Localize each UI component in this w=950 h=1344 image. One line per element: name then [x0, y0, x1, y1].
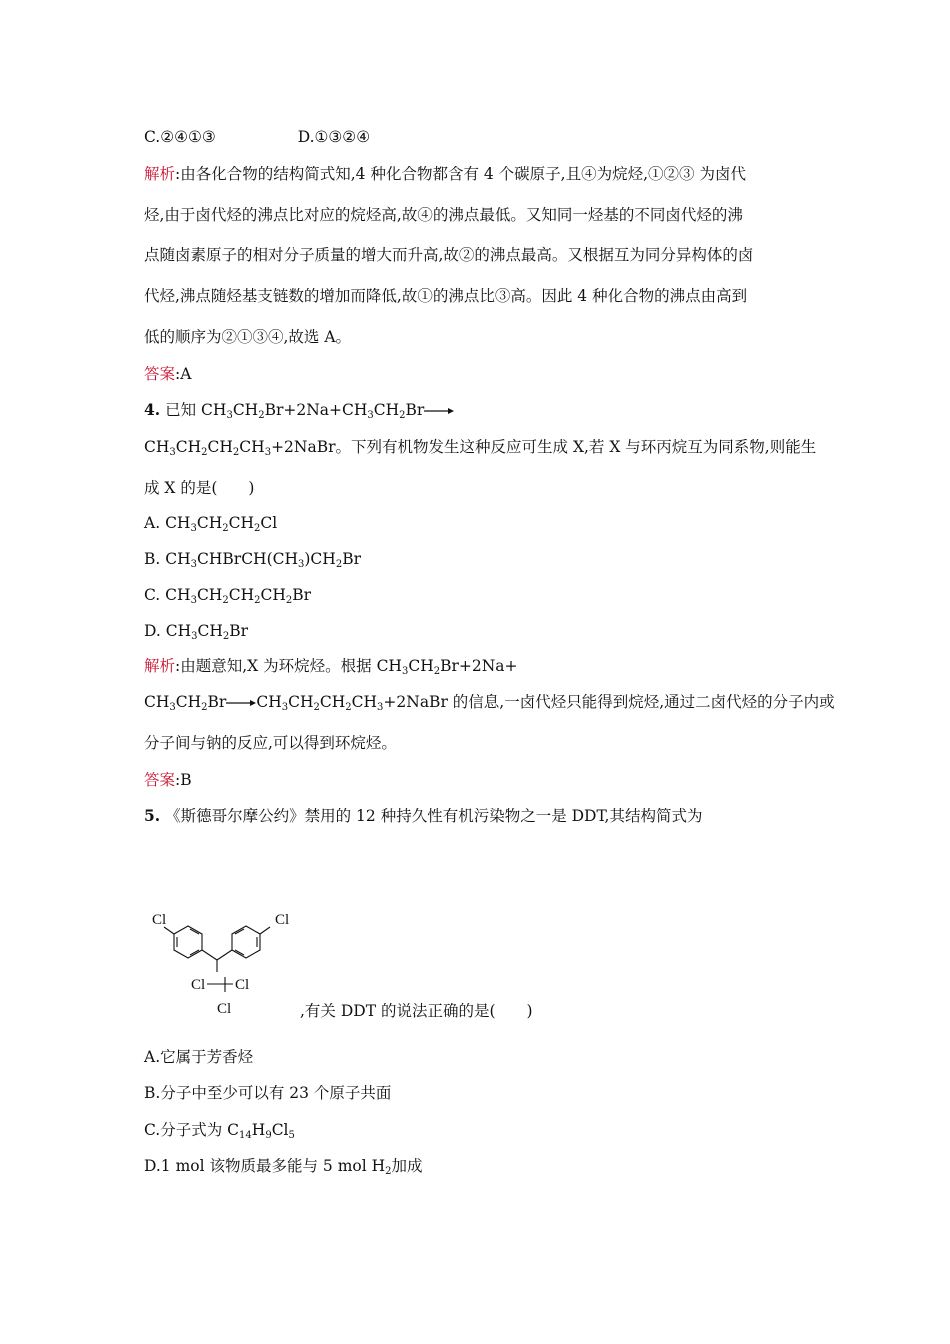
q5-stem: [144, 806, 702, 826]
q4-stem-line3: 成 X 的是( ): [144, 479, 255, 497]
q3-option-c: C.②④①③: [144, 128, 216, 146]
q5-stem-tail: ,有关 DDT 的说法正确的是( ): [300, 1002, 533, 1020]
q4-analysis-line3: 分子间与钠的反应,可以得到环烷烃。: [144, 734, 397, 752]
question-number: 5.: [144, 806, 161, 825]
option-text: 加成: [391, 1157, 423, 1175]
stem-text: 已知: [160, 401, 202, 419]
q4-option-a: A. $CH_3CH_2CH_2Cl$: [144, 514, 278, 534]
analysis-text: :由题意知,X 为环烷烃。根据: [175, 657, 377, 675]
answer-value: :B: [175, 771, 192, 789]
reaction-arrow-icon: [226, 698, 256, 708]
chlorine-label: Cl: [217, 1001, 232, 1017]
q3-analysis-line1: [144, 164, 746, 184]
answer-label: 答案: [144, 771, 176, 789]
q4-option-b: B. $CH_3CHBrCH(CH_3)CH_2Br$: [144, 550, 361, 570]
reaction-arrow-icon: [424, 406, 454, 416]
q3-analysis-line3: 点随卤素原子的相对分子质量的增大而升高,故②的沸点最高。又根据互为同分异构体的卤: [144, 246, 754, 264]
chlorine-label: Cl: [191, 977, 206, 993]
chlorine-label: Cl: [152, 912, 167, 928]
analysis-text: :由各化合物的结构简式知,4 种化合物都含有 4 个碳原子,且④为烷烃,①②③ 为卤代: [175, 165, 746, 183]
option-letter: C.: [144, 586, 166, 604]
q4-analysis-line1: 解析:由题意知,X 为环烷烃。根据 $CH_3CH_2Br+2Na+$: [144, 657, 518, 677]
q5-option-a: A.它属于芳香烃: [144, 1048, 254, 1066]
ddt-structure-diagram: [144, 900, 304, 1020]
chlorine-label: Cl: [235, 977, 250, 993]
option-letter: D.: [144, 622, 166, 640]
q4-answer: [144, 770, 192, 790]
q3-analysis-line5: 低的顺序为②①③④,故选 A。: [144, 328, 352, 346]
question-number: 4.: [144, 400, 161, 419]
q4-option-d: D. $CH_3CH_2Br$: [144, 622, 249, 642]
q5-option-c: C.分子式为 $C_{14}H_9Cl_5$: [144, 1121, 295, 1141]
stem-text: 《斯德哥尔摩公约》禁用的 12 种持久性有机污染物之一是 DDT,其结构简式为: [160, 807, 703, 825]
q5-option-d: D.1 mol 该物质最多能与 5 mol $H_2$加成: [144, 1157, 423, 1177]
q4-stem-line2: $CH_3CH_2CH_2CH_3+2NaBr$。下列有机物发生这种反应可生成 X,若 X 与环丙烷互为同系物,则能生: [144, 438, 817, 458]
answer-label: 答案: [144, 365, 176, 383]
benzene-ring-left: [174, 926, 202, 958]
q3-analysis-line4: 代烃,沸点随烃基支链数的增加而降低,故①的沸点比③高。因此 4 种化合物的沸点由高到: [144, 287, 748, 305]
q4-analysis-line2: $CH_3CH_2Br$ $CH_3CH_2CH_2CH_3+2NaBr$ 的信息,一卤代烃只能得到烷烃,通过二卤代烃的分子内或: [144, 693, 835, 713]
analysis-label: 解析: [144, 165, 176, 183]
benzene-ring-right: [232, 926, 260, 958]
stem-text: 。下列有机物发生这种反应可生成 X,若 X 与环丙烷互为同系物,则能生: [335, 438, 817, 456]
q5-option-b: B.分子中至少可以有 23 个原子共面: [144, 1084, 392, 1102]
q4-option-c: C. $CH_3CH_2CH_2CH_2Br$: [144, 586, 312, 606]
option-letter: B.: [144, 550, 166, 568]
q3-analysis-line2: 烃,由于卤代烃的沸点比对应的烷烃高,故④的沸点最低。又知同一烃基的不同卤代烃的沸: [144, 206, 743, 224]
answer-value: :A: [175, 365, 192, 383]
option-letter: A.: [144, 514, 166, 532]
q4-stem-line1: 4. 已知 $CH_3CH_2Br+2Na+CH_3CH_2Br$: [144, 400, 454, 420]
option-text: D.1 mol 该物质最多能与 5 mol: [144, 1157, 372, 1175]
q3-option-d: D.①③②④: [297, 128, 371, 146]
option-text: C.分子式为: [144, 1121, 228, 1139]
chlorine-label: Cl: [275, 912, 290, 928]
analysis-text: 的信息,一卤代烃只能得到烷烃,通过二卤代烃的分子内或: [447, 693, 835, 711]
q3-answer: [144, 364, 191, 384]
q3-option-row: [144, 127, 370, 147]
analysis-label: 解析: [144, 657, 176, 675]
